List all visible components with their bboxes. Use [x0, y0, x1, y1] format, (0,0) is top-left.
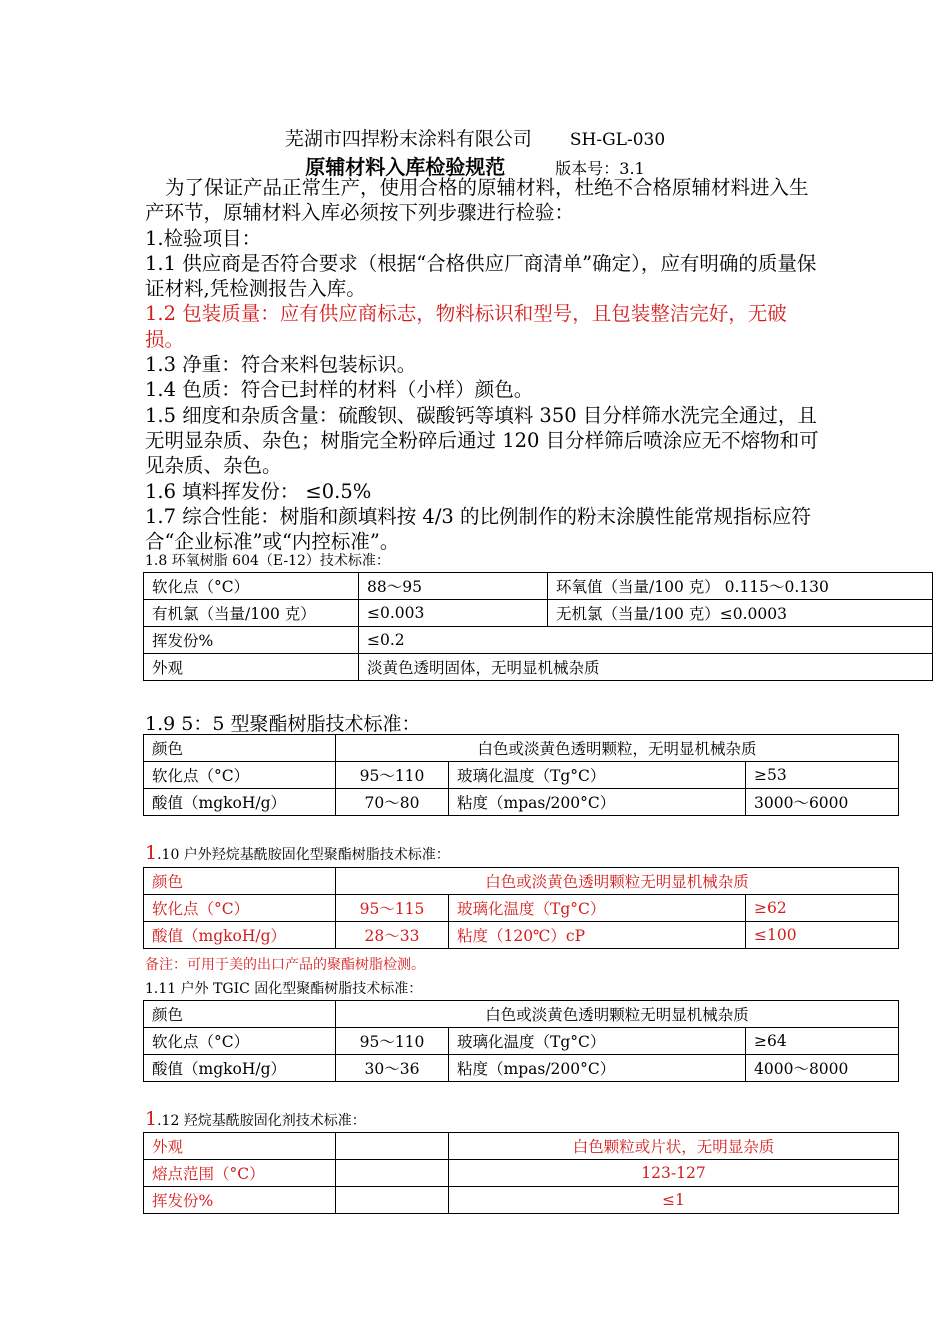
section-1-4: 1.4 色质：符合已封样的材料（小样）颜色。: [145, 378, 534, 402]
table-1-12-caption: 1.12 羟烷基酰胺固化剂技术标准：: [145, 1108, 366, 1130]
table-1-9: [143, 734, 899, 816]
table-row: 酸值（mgkoH/g） 30～36 粘度（mpas/200°C） 4000～8000: [144, 1055, 899, 1082]
table-row: 有机氯（当量/100 克） ≤0.003 无机氯（当量/100 克）≤0.0003: [144, 600, 933, 627]
table-1-10: [143, 867, 899, 949]
section-1-3: 1.3 净重：符合来料包装标识。: [145, 353, 417, 377]
section-1-heading: 1.检验项目：: [145, 226, 262, 250]
table-1-10-caption: 1.10 户外羟烷基酰胺固化型聚酯树脂技术标准：: [145, 842, 450, 864]
table-row: 酸值（mgkoH/g） 70～80 粘度（mpas/200°C） 3000～6000: [144, 789, 899, 816]
table-1-11-caption: 1.11 户外 TGIC 固化型聚酯树脂技术标准：: [145, 981, 423, 997]
table-row: 软化点（°C） 88～95 环氧值（当量/100 克） 0.115～0.130: [144, 573, 933, 600]
table-row: 软化点（°C） 95～110 玻璃化温度（Tg°C） ≥53: [144, 762, 899, 789]
table-1-8: [143, 572, 933, 681]
document-code: SH-GL-030: [569, 130, 666, 150]
table-row: 颜色 白色或淡黄色透明颗粒无明显机械杂质: [144, 1001, 899, 1028]
section-1-5: 1.5 细度和杂质含量：硫酸钡、碳酸钙等填料 350 目分样筛水洗完全通过，且无明显杂质、杂色；树脂完全粉碎后通过 120 目分样筛后喷涂应无不熔物和可见杂质、杂色。: [145, 403, 819, 478]
table-row: 颜色 白色或淡黄色透明颗粒无明显机械杂质: [144, 868, 899, 895]
table-1-11: [143, 1000, 899, 1082]
company-name: 芜湖市四捍粉末涂料有限公司: [284, 128, 532, 150]
table-1-8-caption: 1.8 环氧树脂 604（E-12）技术标准：: [145, 553, 390, 569]
version-number: 版本号：3.1: [555, 159, 645, 178]
section-1-1: 1.1 供应商是否符合要求（根据“合格供应厂商清单”确定），应有明确的质量保证材料,凭检测报告入库。: [145, 251, 817, 301]
table-row: 挥发份% ≤0.2: [144, 627, 933, 654]
table-row: 软化点（°C） 95～110 玻璃化温度（Tg°C） ≥64: [144, 1028, 899, 1055]
table-1-10-note: 备注：可用于美的出口产品的聚酯树脂检测。: [145, 957, 425, 973]
table-1-12: [143, 1132, 899, 1214]
table-1-9-caption: 1.9 5：5 型聚酯树脂技术标准：: [145, 713, 421, 735]
section-1-6: 1.6 填料挥发份： ≤0.5%: [145, 479, 372, 503]
body-text: [145, 175, 820, 554]
intro-paragraph: 为了保证产品正常生产，使用合格的原辅材料，杜绝不合格原辅材料进入生产环节，原辅材料入库必须按下列步骤进行检验：: [145, 176, 809, 225]
table-row: 挥发份% ≤1: [144, 1187, 899, 1214]
header-line: [0, 124, 950, 151]
document-title: 原辅材料入库检验规范: [305, 155, 506, 179]
table-row: 酸值（mgkoH/g） 28～33 粘度（120℃）cP ≤100: [144, 922, 899, 949]
section-1-7: 1.7 综合性能：树脂和颜填料按 4/3 的比例制作的粉末涂膜性能常规指标应符合“企业标准”或“内控标准”。: [145, 504, 811, 554]
table-row: 外观 白色颗粒或片状，无明显杂质: [144, 1133, 899, 1160]
table-row: 熔点范围（°C） 123-127: [144, 1160, 899, 1187]
table-row: 软化点（°C） 95～115 玻璃化温度（Tg°C） ≥62: [144, 895, 899, 922]
section-1-2: 1.2 包装质量：应有供应商标志，物料标识和型号，且包装整洁完好，无破损。: [145, 302, 787, 351]
table-row: 颜色 白色或淡黄色透明颗粒，无明显机械杂质: [144, 735, 899, 762]
table-row: 外观 淡黄色透明固体，无明显机械杂质: [144, 654, 933, 681]
